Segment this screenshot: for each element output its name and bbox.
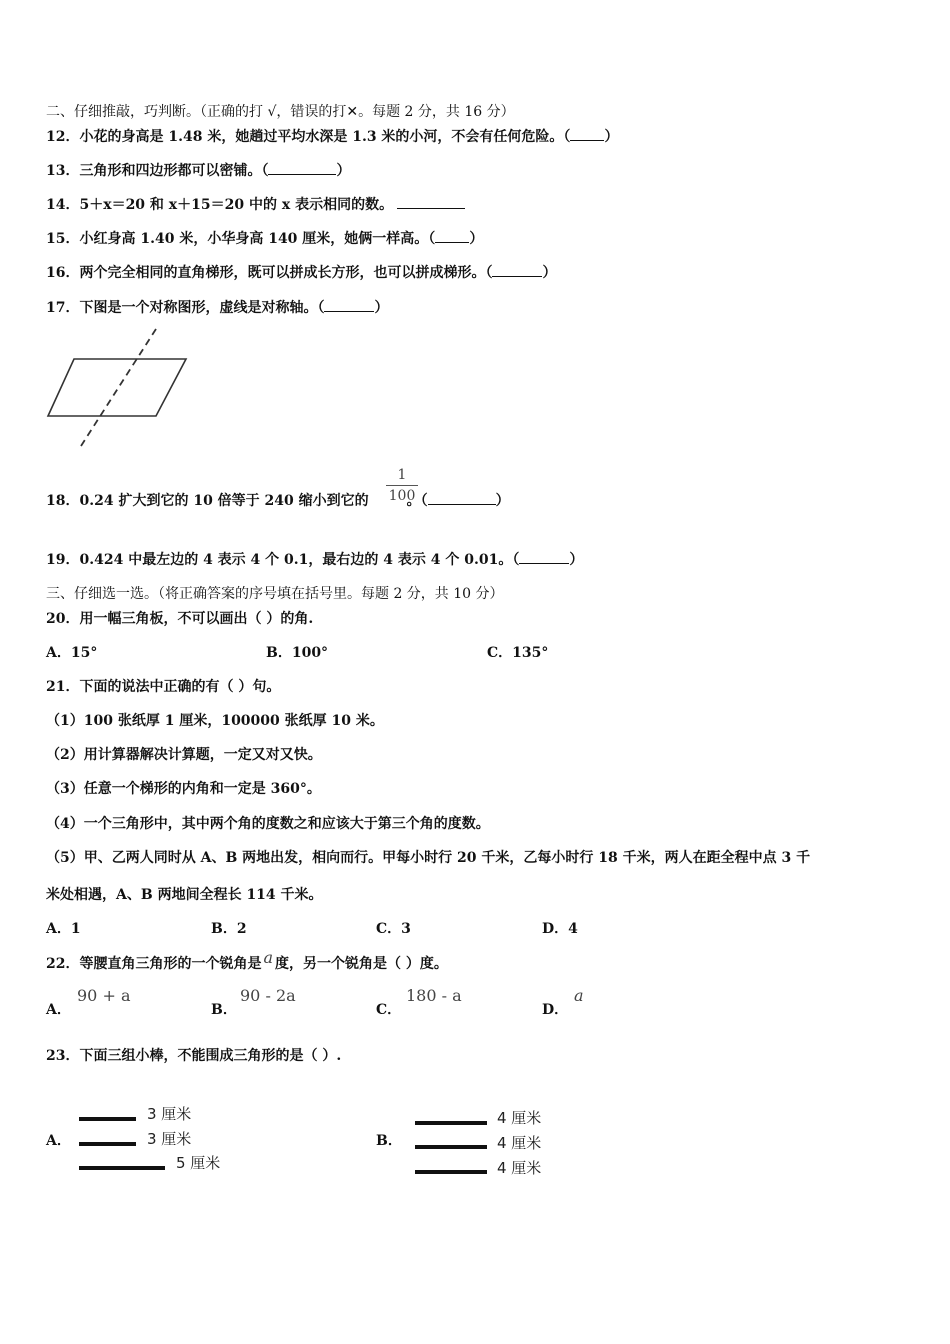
question-22 [46,948,448,974]
q21-option-a[interactable]: A．1 [46,921,81,937]
question-18-close: ） [495,493,510,509]
stick-a3-label: 5 厘米 [176,1154,221,1172]
parallelogram-shape [48,359,186,416]
q20-option-c[interactable]: C．135° [487,645,549,661]
answer-blank-14[interactable] [397,196,465,209]
question-17-text: 17．下图是一个对称图形，虚线是对称轴。（ [46,300,325,316]
question-15-text: 15．小红身高 1.40 米，小华身高 140 厘米，她俩一样高。（ [46,231,436,247]
section2-heading: 二、仔细推敲，巧判断。（正确的打 √，错误的打✕。每题 2 分，共 16 分） [46,104,515,120]
stick-a1-label: 3 厘米 [147,1105,192,1123]
q20-option-a[interactable]: A．15° [46,645,98,661]
stick-b3-label: 4 厘米 [497,1159,542,1177]
question-14 [46,195,465,215]
q21-statement-5-cont: 米处相遇，A、B 两地间全程长 114 千米。 [46,887,323,903]
parallelogram-figure [44,326,194,450]
variable-a: a [263,948,274,967]
q21-statement-1: （1）100 张纸厚 1 厘米，100000 张纸厚 10 米。 [46,713,384,729]
question-22-text-end: 度，另一个锐角是（ ）度。 [275,956,448,972]
symmetry-axis-dashed [81,329,156,446]
section3-heading: 三、仔细选一选。（将正确答案的序号填在括号里。每题 2 分，共 10 分） [46,586,504,602]
q23-option-b-letter[interactable]: B． [376,1133,402,1149]
question-19 [46,550,583,570]
q22-option-a-letter[interactable]: A． [46,1002,71,1018]
q21-option-c[interactable]: C．3 [376,921,411,937]
stick-b1-label: 4 厘米 [497,1109,542,1127]
question-14-text: 14．5＋x＝20 和 x＋15＝20 中的 x 表示相同的数。 [46,197,394,213]
stick-b2 [415,1145,487,1149]
stick-a3 [79,1166,165,1170]
question-18-mid: 。（ [406,493,428,509]
question-12 [46,127,618,147]
question-16-text: 16．两个完全相同的直角梯形，既可以拼成长方形，也可以拼成梯形。（ [46,265,493,281]
answer-blank-15[interactable] [435,230,469,243]
q22-option-d-expr[interactable]: a [574,986,584,1005]
fraction-denominator: 100 [388,488,416,504]
q22-option-a-expr[interactable]: 90 + a [77,986,131,1005]
question-22-text: 22．等腰直角三角形的一个锐角是 [46,956,262,972]
answer-blank-17[interactable] [324,299,374,312]
q20-option-b[interactable]: B．100° [266,645,329,661]
question-13-text: 13．三角形和四边形都可以密铺。（ [46,163,269,179]
answer-blank-18[interactable] [428,492,496,505]
stick-b3 [415,1170,487,1174]
question-19-close: ） [569,552,584,568]
question-18-text: 18．0.24 扩大到它的 10 倍等于 240 缩小到它的 [46,493,369,509]
question-16 [46,263,556,283]
question-19-text: 19．0.424 中最左边的 4 表示 4 个 0.1，最右边的 4 表示 4 个 0.01。（ [46,552,520,568]
q21-option-b[interactable]: B．2 [211,921,247,937]
question-13 [46,161,350,181]
question-23: 23．下面三组小棒，不能围成三角形的是（ ）. [46,1048,342,1064]
stick-b2-label: 4 厘米 [497,1134,542,1152]
answer-blank-19[interactable] [519,551,569,564]
stick-a1 [79,1117,136,1121]
question-13-close: ） [336,163,351,179]
q22-option-d-letter[interactable]: D． [542,1002,569,1018]
fraction-numerator: 1 [397,467,407,483]
stick-b1 [415,1121,487,1125]
stick-a2 [79,1142,136,1146]
question-12-close: ） [604,129,619,145]
question-18 [46,491,510,511]
q21-statement-5: （5）甲、乙两人同时从 A、B 两地出发，相向而行。甲每小时行 20 千米，乙每小时行 18 千米，两人在距全程中点 3 千 [46,850,811,866]
question-15 [46,229,483,249]
q22-option-b-letter[interactable]: B． [211,1002,237,1018]
question-16-close: ） [542,265,557,281]
q21-option-d[interactable]: D．4 [542,921,578,937]
answer-blank-16[interactable] [492,264,542,277]
question-12-text: 12．小花的身高是 1.48 米，她趟过平均水深是 1.3 米的小河，不会有任何危险。（ [46,129,571,145]
q23-option-a-letter[interactable]: A． [46,1133,71,1149]
fraction-1-100 [386,466,418,505]
q22-option-c-expr[interactable]: 180 - a [406,986,462,1005]
q21-statement-2: （2）用计算器解决计算题，一定又对又快。 [46,747,322,763]
question-15-close: ） [469,231,484,247]
answer-blank-13[interactable] [268,162,336,175]
answer-blank-12[interactable] [570,128,604,141]
question-21: 21．下面的说法中正确的有（ ）句。 [46,679,281,695]
question-17 [46,298,388,318]
q21-statement-3: （3）任意一个梯形的内角和一定是 360°。 [46,781,321,797]
question-17-close: ） [374,300,389,316]
q22-option-c-letter[interactable]: C． [376,1002,402,1018]
stick-a2-label: 3 厘米 [147,1130,192,1148]
q21-statement-4: （4）一个三角形中，其中两个角的度数之和应该大于第三个角的度数。 [46,816,490,832]
question-20: 20．用一幅三角板，不可以画出（ ）的角. [46,611,314,627]
q22-option-b-expr[interactable]: 90 - 2a [240,986,296,1005]
